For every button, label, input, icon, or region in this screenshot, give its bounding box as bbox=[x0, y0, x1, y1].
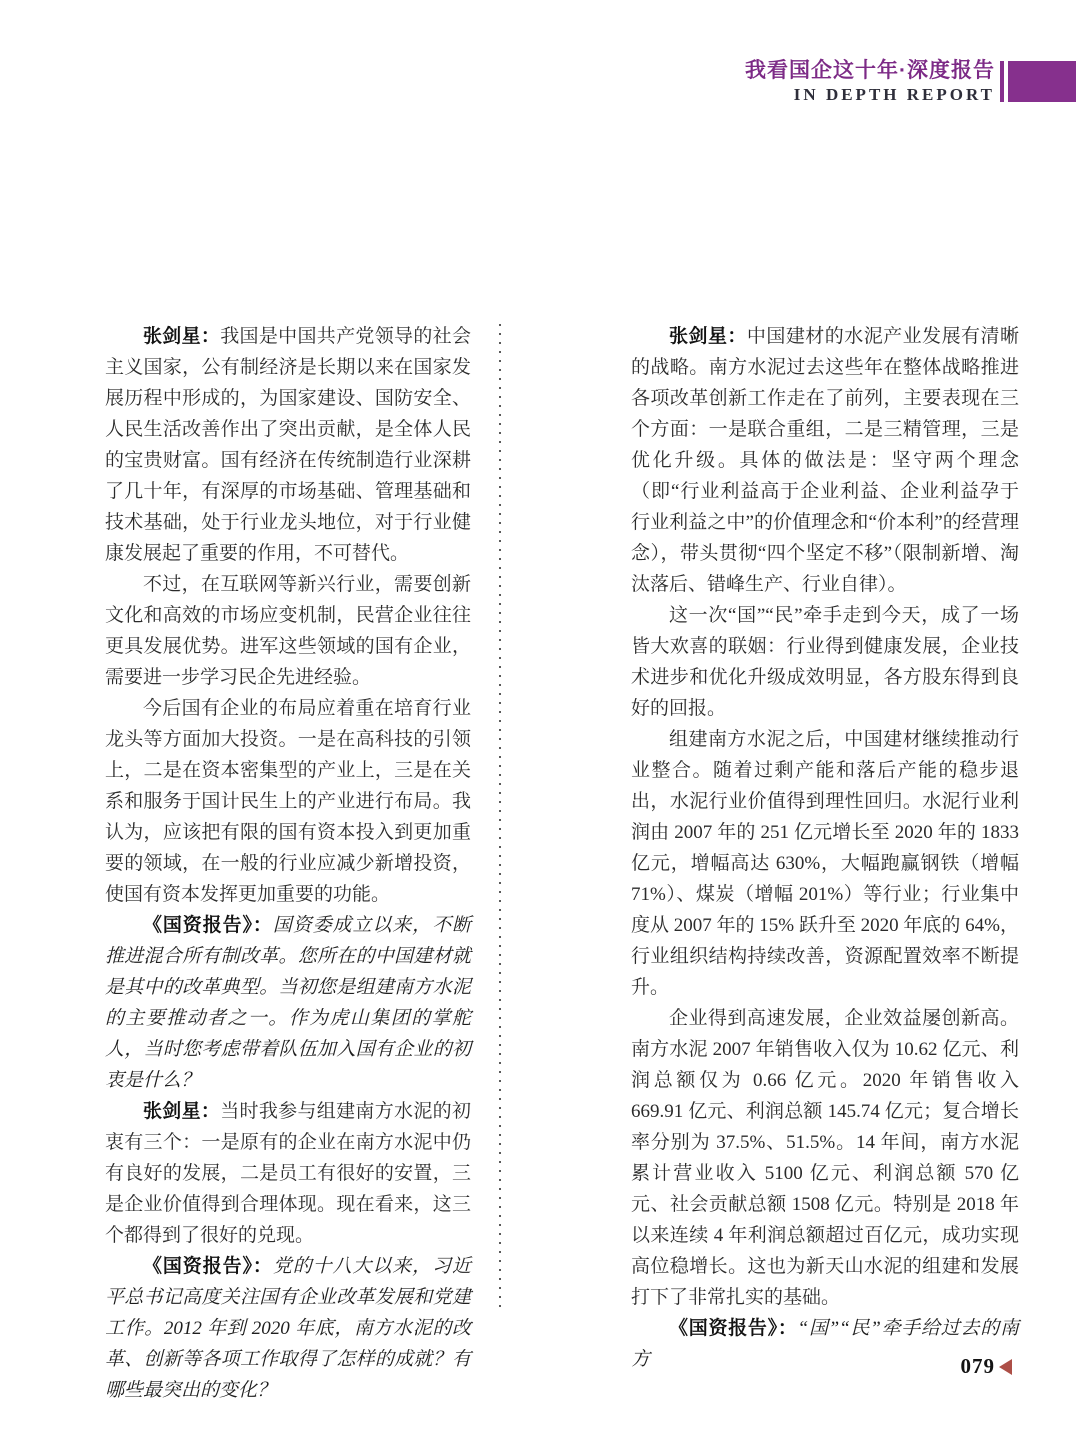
paragraph-answer bbox=[105, 569, 471, 693]
header-divider-bar bbox=[1000, 61, 1004, 102]
column-divider-dotted bbox=[499, 324, 501, 1310]
interviewer-name: 《国资报告》： bbox=[143, 915, 273, 936]
page-number: 079 bbox=[960, 1354, 995, 1378]
paragraph-text: 企业得到高速发展，企业效益屡创新高。南方水泥 2007 年销售收入仅为 10.62 亿元、利润总额仅为 0.66 亿元。2020 年销售收入 669.91 亿元、利润总额 145.74 亿元；复合增长率分别为 37.5%、51.5%。14 年间，南方水泥累计营业收入 5100 亿元、利润总额 570 亿元、社会贡献总额 1508 亿元。特别是 2018 年以来连续 4 年利润总额超过百亿元，成功实现高位稳增长。这也为新天山水泥的组建和发展打下了非常扎实的基础。 bbox=[631, 1008, 1019, 1308]
paragraph-question bbox=[105, 1251, 471, 1406]
paragraph-text: 我国是中国共产党领导的社会主义国家，公有制经济是长期以来在国家发展历程中形成的，为国家建设、国防安全、人民生活改善作出了突出贡献，是全体人民的宝贵财富。国有经济在传统制造行业深耕了几十年，有深厚的市场基础、管理基础和技术基础，处于行业龙头地位，对于行业健康发展起了重要的作用，不可替代。 bbox=[105, 326, 471, 564]
speaker-name: 张剑星： bbox=[143, 326, 221, 347]
paragraph-text: 组建南方水泥之后，中国建材继续推动行业整合。随着过剩产能和落后产能的稳步退出，水泥行业价值得到理性回归。水泥行业利润由 2007 年的 251 亿元增长至 2020 年的 1833 亿元，增幅高达 630%，大幅跑赢钢铁（增幅 71%）、煤炭（增幅 201%）等行业；行业集中度从 2007 年的 15% 跃升至 2020 年底的 64%，行业组织结构持续改善，资源配置效率不断提升。 bbox=[631, 729, 1019, 998]
left-column bbox=[105, 321, 471, 1406]
section-title-chinese: 我看国企这十年·深度报告 bbox=[745, 59, 995, 82]
speaker-name: 张剑星： bbox=[669, 326, 747, 347]
paragraph-text: 国资委成立以来，不断推进混合所有制改革。您所在的中国建材就是其中的改革典型。当初您是组建南方水泥的主要推动者之一。作为虎山集团的掌舵人，当时您考虑带着队伍加入国有企业的初衷是什么？ bbox=[105, 915, 471, 1091]
paragraph-answer bbox=[631, 724, 1019, 1003]
paragraph-text: “国”“民”牵手给过去的南方 bbox=[631, 1318, 1019, 1370]
paragraph-answer bbox=[105, 693, 471, 910]
interviewer-name: 《国资报告》： bbox=[669, 1318, 798, 1339]
paragraph-answer bbox=[631, 1003, 1019, 1313]
interviewer-name: 《国资报告》： bbox=[143, 1256, 273, 1277]
paragraph-text: 党的十八大以来，习近平总书记高度关注国有企业改革发展和党建工作。2012 年到 2020 年底，南方水泥的改革、创新等各项工作取得了怎样的成就？有哪些最突出的变化？ bbox=[105, 1256, 471, 1401]
paragraph-answer bbox=[105, 1096, 471, 1251]
page-footer bbox=[961, 1354, 1013, 1379]
paragraph-answer bbox=[631, 321, 1019, 600]
page-number-triangle-icon bbox=[999, 1359, 1012, 1375]
speaker-name: 张剑星： bbox=[143, 1101, 221, 1122]
section-title-english: IN DEPTH REPORT bbox=[793, 85, 995, 104]
paragraph-text: 不过，在互联网等新兴行业，需要创新文化和高效的市场应变机制，民营企业往往更具发展优势。进军这些领域的国有企业，需要进一步学习民企先进经验。 bbox=[105, 574, 471, 688]
right-column bbox=[631, 321, 1019, 1375]
paragraph-answer bbox=[105, 321, 471, 569]
paragraph-answer bbox=[631, 600, 1019, 724]
paragraph-question bbox=[105, 910, 471, 1096]
page-header bbox=[745, 58, 995, 104]
paragraph-text: 今后国有企业的布局应着重在培育行业龙头等方面加大投资。一是在高科技的引领上，二是在资本密集型的产业上，三是在关系和服务于国计民生上的产业进行布局。我认为，应该把有限的国有资本投入到更加重要的领域，在一般的行业应减少新增投资，使国有资本发挥更加重要的功能。 bbox=[105, 698, 471, 905]
paragraph-text: 这一次“国”“民”牵手走到今天，成了一场皆大欢喜的联姻：行业得到健康发展，企业技术进步和优化升级成效明显，各方股东得到良好的回报。 bbox=[631, 605, 1019, 719]
paragraph-text: 当时我参与组建南方水泥的初衷有三个：一是原有的企业在南方水泥中仍有良好的发展，二是员工有很好的安置，三是企业价值得到合理体现。现在看来，这三个都得到了很好的兑现。 bbox=[105, 1101, 471, 1246]
header-accent-block bbox=[1008, 61, 1076, 102]
paragraph-text: 中国建材的水泥产业发展有清晰的战略。南方水泥过去这些年在整体战略推进各项改革创新工作走在了前列，主要表现在三个方面：一是联合重组，二是三精管理，三是优化升级。具体的做法是：坚守两个理念（即“行业利益高于企业利益、企业利益孕于行业利益之中”的价值理念和“价本利”的经营理念），带头贯彻“四个坚定不移”（限制新增、淘汰落后、错峰生产、行业自律）。 bbox=[631, 326, 1019, 595]
